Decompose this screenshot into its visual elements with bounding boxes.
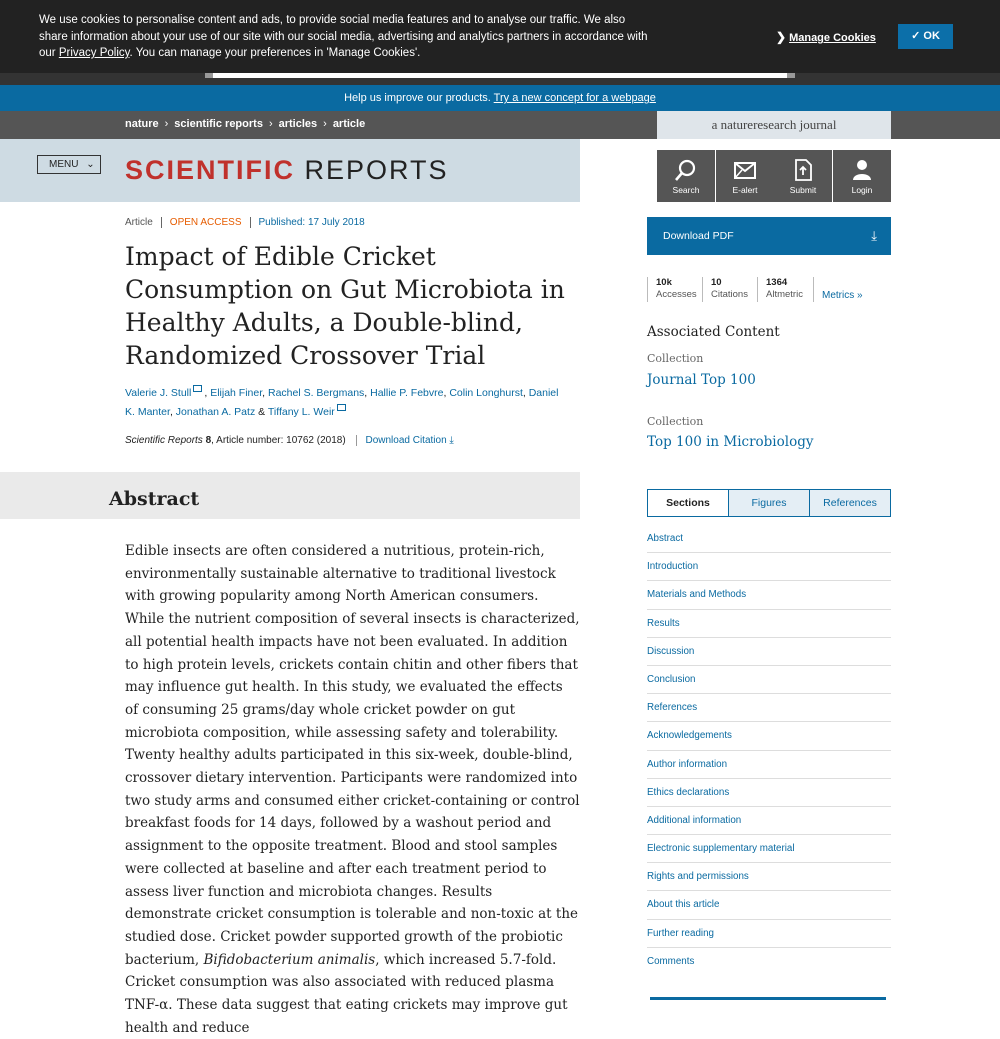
e-alert-button[interactable] (716, 150, 774, 202)
tab-sections[interactable]: Sections (648, 490, 728, 516)
download-citation-link[interactable] (356, 435, 453, 446)
chevron-right-icon: › (164, 118, 169, 130)
breadcrumb-nature[interactable]: nature (125, 118, 159, 130)
chevron-right-icon: › (323, 118, 327, 130)
abstract-text-part1: Edible insects are often considered a nutritious, protein-rich, environmentally sustainable alternative to traditional livestock with growing popularity among North American consumers. While the nutrient composition of several insects is characterized, all potential health impacts have not been evaluated. In addition to high protein levels, crickets contain chitin and other fibers that may influence gut health. In this study, we evaluated the effects of consuming 25 grams/day whole cricket powder on gut microbiota composition, while assessing safety and tolerability. Twenty healthy adults participated in this six-week, double-blind, crossover dietary intervention. Participants were randomized into two study arms and consumed either cricket-containing or control breakfast foods for 14 days, followed by a washout period and assignment to the opposite treatment. Blood and stool samples were collected at baseline and after each treatment period to assess liver function and microbiota changes. Results demonstrate cricket consumption is tolerable and non-toxic at the studied dose. Cricket powder supported growth of the probiotic bacterium, (125, 543, 580, 968)
login-button[interactable] (833, 150, 891, 202)
section-link-supplementary[interactable]: Electronic supplementary material (647, 835, 891, 863)
section-link-results[interactable]: Results (647, 610, 891, 638)
login-label: Login (851, 185, 873, 195)
article-title: Impact of Edible Cricket Consumption on Gut Microbiota in Healthy Adults, a Double-blind, Randomized Crossover Trial (125, 242, 565, 370)
section-link-further-reading[interactable]: Further reading (647, 920, 891, 948)
manage-cookies-link[interactable] (776, 30, 876, 44)
submit-button[interactable] (774, 150, 832, 202)
article-meta (125, 217, 373, 228)
breadcrumb (125, 118, 365, 130)
author-link[interactable]: Jonathan A. Patz (175, 405, 256, 418)
e-alert-label: E-alert (732, 185, 758, 195)
section-link-materials-methods[interactable]: Materials and Methods (647, 581, 891, 609)
journal-logo[interactable] (125, 155, 449, 186)
header-strip (0, 73, 1000, 85)
search-icon (674, 158, 698, 182)
feedback-bar (0, 85, 1000, 111)
user-icon (850, 158, 874, 182)
collection-label: Collection (647, 352, 704, 365)
abstract-text-part2: , which increased 5.7-fold. Cricket consumption was also associated with reduced plasma TNF-α. These data suggest that eating crickets may improve gut health and reduce (125, 951, 568, 1036)
email-icon[interactable] (337, 404, 346, 411)
tab-figures[interactable]: Figures (728, 490, 809, 516)
metric-altmetric (757, 277, 803, 302)
search-label: Search (672, 185, 700, 195)
associated-content-heading: Associated Content (647, 324, 780, 340)
author-list: Valerie J. Stull , Elijah Finer, Rachel S. Bergmans, Hallie P. Febvre, Colin Longhurst, Daniel K. Manter, Jonathan A. Patz & Tiffany L. Weir (125, 387, 559, 418)
section-link-comments[interactable]: Comments (647, 955, 695, 967)
download-icon: ⤓ (449, 435, 454, 446)
metric-label: Altmetric (766, 289, 803, 300)
metric-citations (702, 277, 748, 302)
metrics-link[interactable] (822, 290, 863, 301)
double-chevron-right-icon: » (857, 290, 863, 301)
new-concept-link[interactable]: Try a new concept for a webpage (493, 92, 656, 104)
privacy-policy-link[interactable]: Privacy Policy (58, 47, 130, 59)
volume: 8 (205, 435, 212, 446)
chevron-down-icon: ⌄ (86, 159, 95, 170)
manage-cookies-label: Manage Cookies (789, 32, 876, 44)
author-link[interactable]: Elijah Finer (210, 387, 263, 399)
author-link[interactable]: Valerie J. Stull (125, 387, 192, 399)
section-link-references[interactable]: References (647, 694, 891, 722)
metric-divider (813, 277, 814, 302)
feedback-text: Help us improve our products. (344, 92, 494, 104)
collection-link-journal-top-100[interactable]: Journal Top 100 (647, 372, 756, 388)
metric-label: Citations (711, 289, 748, 300)
published-date: Published: 17 July 2018 (250, 217, 373, 228)
section-link-acknowledgements[interactable]: Acknowledgements (647, 722, 891, 750)
section-link-conclusion[interactable]: Conclusion (647, 666, 891, 694)
metric-value: 10k (656, 277, 672, 288)
section-link-ethics[interactable]: Ethics declarations (647, 779, 891, 807)
section-nav (647, 525, 891, 976)
abstract-text (125, 540, 580, 1039)
cookie-ok-button[interactable]: ✓ OK (898, 24, 953, 49)
cookie-text: We use cookies to personalise content and ads, to provide social media features and to analyse our traffic. We also share information about your use of our site with our social media, advertising and analytics partners in accordance with our (39, 14, 648, 59)
collection-label: Collection (647, 415, 704, 428)
cookie-text-after: . You can manage your preferences in 'Manage Cookies'. (129, 47, 421, 59)
section-link-abstract[interactable]: Abstract (647, 525, 891, 553)
author-link[interactable]: Hallie P. Febvre (370, 387, 444, 399)
section-link-author-information[interactable]: Author information (647, 751, 891, 779)
metric-value: 1364 (766, 277, 788, 288)
download-citation-label: Download Citation (365, 435, 447, 446)
section-link-about[interactable]: About this article (647, 891, 891, 919)
section-link-additional-information[interactable]: Additional information (647, 807, 891, 835)
metric-accesses (647, 277, 697, 302)
cookie-message (39, 12, 649, 62)
metric-value: 10 (711, 277, 722, 288)
abstract-heading: Abstract (109, 488, 200, 510)
breadcrumb-article: article (332, 118, 366, 130)
author-link[interactable]: Daniel K. Manter (125, 387, 559, 418)
menu-label: MENU (49, 159, 79, 170)
author-link[interactable]: Rachel S. Bergmans (267, 387, 365, 399)
section-link-introduction[interactable]: Introduction (647, 553, 891, 581)
species-name: Bifidobacterium animalis (203, 951, 376, 968)
metrics-label: Metrics (822, 290, 855, 301)
cookie-banner (0, 0, 1000, 73)
upload-icon (791, 158, 815, 182)
open-access-badge: OPEN ACCESS (161, 217, 250, 228)
author-link[interactable]: Tiffany L. Weir (267, 405, 335, 418)
logo-scientific: SCIENTIFIC (125, 155, 296, 185)
email-icon[interactable] (193, 385, 202, 392)
menu-button[interactable] (37, 155, 101, 174)
journal-name: Scientific Reports (125, 435, 203, 446)
article-type: Article (125, 217, 153, 228)
article-number: , Article number: 10762 (2018) (211, 435, 346, 446)
nature-research-badge[interactable]: a natureresearch journal (657, 111, 891, 139)
search-button[interactable] (657, 150, 715, 202)
section-link-discussion[interactable]: Discussion (647, 638, 891, 666)
envelope-icon (733, 158, 757, 182)
tab-references[interactable]: References (809, 490, 890, 516)
collection-link-top-100-microbiology[interactable]: Top 100 in Microbiology (647, 434, 814, 450)
download-pdf-label: Download PDF (663, 230, 734, 242)
submit-label: Submit (789, 185, 817, 195)
abstract-header (0, 472, 580, 519)
search-bar-fragment (205, 73, 795, 78)
metric-label: Accesses (656, 289, 697, 300)
citation-line (125, 435, 454, 446)
author-link[interactable]: Colin Longhurst (449, 387, 523, 399)
breadcrumb-scientific-reports[interactable]: scientific reports (174, 118, 263, 130)
sidebar-tabs (647, 489, 891, 517)
chevron-right-icon: ❯ (776, 30, 787, 44)
download-icon: ⤓ (871, 228, 877, 243)
download-pdf-button[interactable] (647, 217, 891, 255)
chevron-right-icon: › (268, 118, 273, 130)
masthead (0, 139, 580, 202)
breadcrumb-articles[interactable]: articles (278, 118, 318, 130)
logo-reports: REPORTS (304, 155, 449, 185)
section-link-rights[interactable]: Rights and permissions (647, 863, 891, 891)
